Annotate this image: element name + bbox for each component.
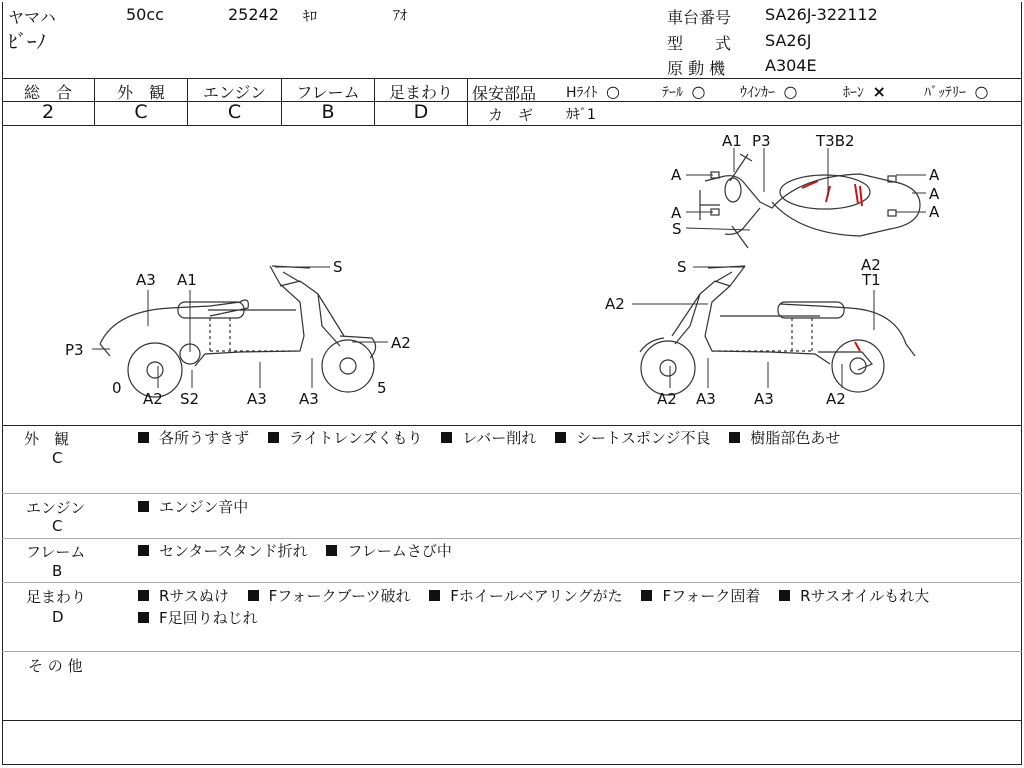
diag-label: A3 [754,390,774,408]
chassis-no: SA26J-322112 [765,5,878,24]
diag-label: A3 [136,271,156,289]
safety-item-name: ｳｲﾝｶｰ [740,85,775,101]
grade-value-overall: 2 [41,101,55,123]
diag-label: S [333,258,343,276]
diag-label: A2 [391,334,411,352]
finding-item: Rサスぬけ [159,587,229,605]
finding-item: センタースタンド折れ [159,542,308,560]
diag-label: S [672,220,682,238]
engine-label: 原 動 機 [667,59,726,78]
rule-sec5 [2,720,1022,721]
section-grade-engine: C [52,517,63,535]
finding-item: シートスポンジ不良 [576,429,711,447]
finding-item: レバー削れ [462,429,537,447]
grade-label-frame: フレーム [296,83,360,102]
finding-item: 樹脂部色あせ [750,429,841,447]
section-heading-other: そ の 他 [28,657,83,675]
finding-item: F足回りねじれ [159,609,258,627]
diag-label: P3 [65,341,84,359]
finding-item: Fフォーク固着 [662,587,761,605]
safety-label: 保安部品 [472,84,537,103]
section-grade-frame: B [52,562,63,580]
finding-item: エンジン音中 [159,498,249,516]
displacement: 50cc [126,5,164,24]
engine-value: A304E [765,56,817,75]
safety-item-name: ﾎｰﾝ [843,85,864,101]
safety-item-mark: × [872,82,886,101]
section-heading-suspension: 足まわり [26,588,87,606]
safety-item-horn [843,82,886,102]
diag-label: P3 [752,132,771,150]
safety-item-name: ﾃｰﾙ [662,85,683,101]
section-heading-exterior: 外 観 [24,430,70,448]
grade-value-frame: B [321,101,335,123]
safety-item-name: Hﾗｲﾄ [566,85,598,101]
diag-label: 0 [112,379,122,397]
diag-label: A [929,166,940,184]
rule-sec1 [2,493,1022,494]
diag-label: A1 [177,271,197,289]
section-items-suspension [124,585,929,606]
section-items-exterior [124,427,840,448]
safety-item-name: ﾊﾞｯﾃﾘｰ [924,85,966,101]
color: ｱｵ [393,8,407,24]
diag-label: A3 [247,390,267,408]
safety-item-mark: ○ [691,82,706,101]
key-label: カ ギ [488,106,534,124]
type-value: SA26J [765,31,812,50]
finding-item: 各所うすきず [159,429,250,447]
model-name: ﾋﾞｰﾉ [8,31,47,53]
section-items-engine [124,496,248,517]
grade-label-overall: 総 合 [23,83,72,102]
safety-item-battery [924,82,988,102]
diag-label: A3 [696,390,716,408]
safety-item-mark: ○ [783,82,798,101]
rule-diagram-bottom [2,425,1022,426]
finding-item: Rサスオイルもれ大 [800,587,930,605]
safety-item-mark: ○ [974,82,989,101]
section-grade-exterior: C [52,449,63,467]
grade-label-suspension: 足まわり [388,83,453,102]
safety-item-tail [662,82,705,102]
diag-label: A2 [605,295,625,313]
diag-label: S2 [180,390,200,408]
finding-item: Fフォークブーツ破れ [268,587,411,605]
diag-label: 5 [377,379,387,397]
type-label: 型 式 [667,34,732,53]
diag-label: A1 [722,132,742,150]
maker: ヤマハ [8,8,56,27]
diag-label: A3 [299,390,319,408]
diag-label: A [929,185,940,203]
diag-label: S [677,258,687,276]
diag-label: A2 [826,390,846,408]
diag-label: A2 [861,256,881,274]
grade-value-suspension: D [413,101,429,123]
grade-value-exterior: C [134,101,148,123]
safety-item-winker [740,82,797,102]
rule-sec2 [2,538,1022,539]
safety-item-mark: ○ [605,82,620,101]
chassis-label: 車台番号 [667,8,732,27]
diag-label: A2 [143,390,163,408]
section-grade-suspension: D [52,608,64,626]
section-heading-engine: エンジン [26,499,86,517]
diag-label: A2 [657,390,677,408]
diag-label: A [929,203,940,221]
finding-item: フレームさび中 [347,542,452,560]
diag-label: T3B2 [816,132,855,150]
diag-leader-lines [0,126,1024,426]
grade-label-engine: エンジン [202,83,267,102]
diag-label: A [671,204,682,222]
finding-item: ライトレンズくもり [288,429,423,447]
key-value: ｶｷﾞ1 [566,107,596,123]
rule-sec3 [2,582,1022,583]
rule-top [2,78,1022,79]
grade-value-engine: C [227,101,242,123]
diag-label: A [671,166,682,184]
section-items-frame [124,540,452,561]
section-heading-frame: フレーム [26,543,86,561]
finding-item: Fホイールベアリングがた [450,587,623,605]
mileage-unit: ｷﾛ [303,9,317,25]
section-items-suspension-line2 [124,607,258,628]
mileage: 25242 [228,5,279,24]
rule-sec4 [2,651,1022,652]
grade-label-exterior: 外 観 [116,83,165,102]
safety-item-headlight [566,82,620,102]
diag-label: T1 [862,271,881,289]
